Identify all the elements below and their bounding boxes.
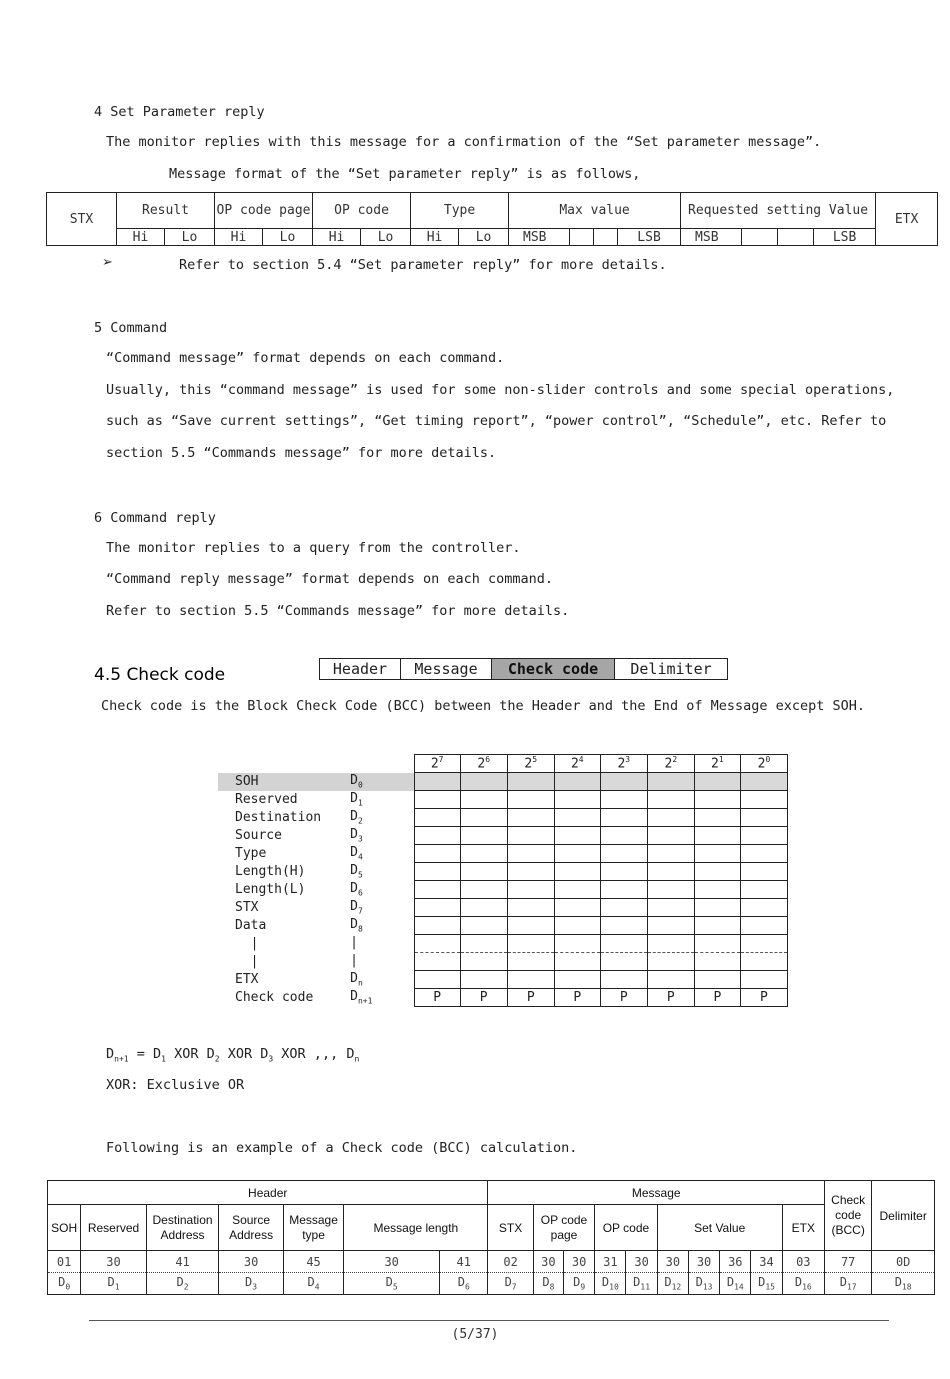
paragraph-line: Usually, this “command message” is used for some non-slider controls and some special operations, bbox=[106, 382, 895, 398]
paragraph-line: “Command reply message” format depends on each command. bbox=[106, 571, 554, 587]
sub-cell: Lo bbox=[263, 229, 313, 246]
bcc-row bbox=[218, 989, 788, 1007]
bcc-row bbox=[218, 791, 788, 809]
byte-index: $D_n$ bbox=[350, 971, 363, 988]
bcc-row bbox=[218, 881, 788, 899]
bit-cell bbox=[740, 935, 787, 953]
bit-cell bbox=[600, 791, 647, 809]
paragraph-line: “Command message” format depends on each command. bbox=[106, 350, 505, 366]
byte-value: 30 bbox=[533, 1251, 563, 1273]
header-cell: OP code page bbox=[215, 193, 313, 229]
bit-cell bbox=[740, 881, 787, 899]
byte-value: 30 bbox=[81, 1251, 147, 1273]
field-name: ETX bbox=[235, 972, 259, 987]
byte-value: 77 bbox=[824, 1251, 871, 1273]
bit-cell bbox=[460, 971, 507, 989]
bit-cell bbox=[414, 899, 460, 917]
bit-weight-header: $2^0$ bbox=[740, 755, 787, 773]
sub-cell: MSB bbox=[681, 229, 742, 246]
sub-cell: LSB bbox=[618, 229, 681, 246]
check-code-header: Check code (BCC) bbox=[824, 1181, 871, 1251]
paragraph-line: Message format of the “Set parameter reply” is as follows, bbox=[169, 166, 641, 182]
byte-value: 03 bbox=[782, 1251, 824, 1273]
bcc-row bbox=[218, 773, 788, 791]
bit-cell bbox=[600, 917, 647, 935]
byte-value: 30 bbox=[626, 1251, 657, 1273]
bit-cell bbox=[740, 899, 787, 917]
sub-cell: MSB bbox=[509, 229, 570, 246]
byte-value: 01 bbox=[48, 1251, 81, 1273]
parity-bit-cell: P bbox=[647, 989, 694, 1007]
byte-value: 0D bbox=[872, 1251, 935, 1273]
bcc-row bbox=[218, 935, 788, 953]
bit-weight-header: $2^7$ bbox=[414, 755, 460, 773]
section-nav bbox=[319, 658, 728, 680]
field-header: SOH bbox=[48, 1205, 81, 1251]
sub-cell bbox=[742, 229, 778, 246]
bit-cell bbox=[694, 791, 740, 809]
byte-index: $D_7$ bbox=[488, 1273, 533, 1295]
header-cell: Type bbox=[411, 193, 509, 229]
bit-cell bbox=[460, 935, 507, 953]
sub-cell: Hi bbox=[313, 229, 361, 246]
bit-cell bbox=[414, 809, 460, 827]
byte-index: $D_2$ bbox=[146, 1273, 219, 1295]
byte-value: 02 bbox=[488, 1251, 533, 1273]
bit-cell bbox=[414, 845, 460, 863]
bit-weight-header: $2^6$ bbox=[460, 755, 507, 773]
bit-cell bbox=[694, 881, 740, 899]
byte-value: 30 bbox=[344, 1251, 440, 1273]
field-name: Length(H) bbox=[235, 864, 306, 879]
sub-cell: Lo bbox=[165, 229, 215, 246]
bcc-row bbox=[218, 863, 788, 881]
byte-index: | bbox=[350, 935, 358, 951]
sub-cell: Hi bbox=[411, 229, 459, 246]
byte-index: $D_{16}$ bbox=[782, 1273, 824, 1295]
sub-cell: Lo bbox=[459, 229, 509, 246]
bit-cell bbox=[600, 881, 647, 899]
bit-cell bbox=[554, 881, 600, 899]
bit-cell bbox=[600, 953, 647, 971]
bit-cell bbox=[460, 791, 507, 809]
bit-cell bbox=[554, 863, 600, 881]
field-name: Type bbox=[235, 846, 267, 861]
bit-cell bbox=[554, 953, 600, 971]
group-message: Message bbox=[488, 1181, 825, 1205]
bit-cell bbox=[507, 971, 554, 989]
byte-index: | bbox=[350, 953, 358, 969]
byte-index: $D_{12}$ bbox=[657, 1273, 688, 1295]
field-name: Source bbox=[235, 828, 282, 843]
bcc-row bbox=[218, 809, 788, 827]
bit-cell bbox=[647, 881, 694, 899]
parity-bit-cell: P bbox=[740, 989, 787, 1007]
bit-cell bbox=[740, 953, 787, 971]
bit-cell bbox=[740, 791, 787, 809]
bit-cell bbox=[647, 845, 694, 863]
bit-cell bbox=[647, 953, 694, 971]
paragraph-line: The monitor replies to a query from the controller. bbox=[106, 540, 521, 556]
section-heading: 6 Command reply bbox=[94, 510, 216, 526]
paragraph-line: section 5.5 “Commands message” for more details. bbox=[106, 445, 497, 461]
byte-index: $D_3$ bbox=[350, 827, 363, 844]
group-header: Header bbox=[48, 1181, 488, 1205]
byte-index: $D_8$ bbox=[533, 1273, 563, 1295]
bcc-row bbox=[218, 899, 788, 917]
bit-cell bbox=[507, 809, 554, 827]
bit-weight-header: $2^4$ bbox=[554, 755, 600, 773]
paragraph-line: Following is an example of a Check code (BCC) calculation. bbox=[106, 1140, 578, 1156]
paragraph-line: Check code is the Block Check Code (BCC) between the Header and the End of Message except SOH. bbox=[101, 698, 866, 714]
byte-index: $D_2$ bbox=[350, 809, 363, 826]
field-name: Reserved bbox=[235, 792, 298, 807]
nav-tab-delimiter: Delimiter bbox=[615, 659, 728, 680]
bcc-row bbox=[218, 953, 788, 971]
field-name: Check code bbox=[235, 990, 314, 1005]
header-cell: Requested setting Value bbox=[681, 193, 876, 229]
byte-index: $D_6$ bbox=[440, 1273, 488, 1295]
bit-cell bbox=[740, 845, 787, 863]
bcc-formula: $D_{n+1} = D_1$ XOR $D_2$ XOR $D_3$ XOR ,,, $D_n$ bbox=[106, 1046, 360, 1064]
section-heading: 5 Command bbox=[94, 320, 168, 336]
bit-cell bbox=[554, 827, 600, 845]
bcc-bit-table bbox=[218, 754, 788, 1007]
sub-cell bbox=[570, 229, 594, 246]
bit-cell bbox=[740, 773, 787, 791]
byte-index: $D_7$ bbox=[350, 899, 363, 916]
bit-cell bbox=[694, 863, 740, 881]
bit-cell bbox=[414, 827, 460, 845]
field-name: Data bbox=[235, 918, 267, 933]
field-header: OP code page bbox=[533, 1205, 594, 1251]
bit-cell bbox=[694, 917, 740, 935]
byte-index: $D_{10}$ bbox=[595, 1273, 626, 1295]
nav-tab-check-code-active: Check code bbox=[492, 659, 615, 680]
bcc-row bbox=[218, 971, 788, 989]
field-name: Destination bbox=[235, 810, 322, 825]
byte-index: $D_1$ bbox=[350, 791, 363, 808]
bit-cell bbox=[460, 899, 507, 917]
bit-cell bbox=[507, 863, 554, 881]
byte-index: $D_6$ bbox=[350, 881, 363, 898]
bit-cell bbox=[460, 809, 507, 827]
bit-cell bbox=[554, 899, 600, 917]
parity-bit-cell: P bbox=[507, 989, 554, 1007]
header-cell: ETX bbox=[876, 193, 938, 246]
arrow-bullet-icon: ➢ bbox=[102, 255, 113, 270]
bit-weight-header: $2^3$ bbox=[600, 755, 647, 773]
bit-cell bbox=[600, 773, 647, 791]
bit-cell bbox=[507, 917, 554, 935]
header-cell: STX bbox=[47, 193, 117, 246]
byte-index: $D_4$ bbox=[350, 845, 363, 862]
bit-cell bbox=[694, 845, 740, 863]
byte-index: $D_0$ bbox=[48, 1273, 81, 1295]
paragraph-line: Refer to section 5.5 “Commands message” for more details. bbox=[106, 603, 570, 619]
bit-cell bbox=[414, 935, 460, 953]
parity-bit-cell: P bbox=[460, 989, 507, 1007]
bit-cell bbox=[600, 863, 647, 881]
field-header: Message length bbox=[344, 1205, 488, 1251]
byte-index: $D_{13}$ bbox=[688, 1273, 719, 1295]
bit-cell bbox=[740, 827, 787, 845]
bit-cell bbox=[554, 845, 600, 863]
bit-cell bbox=[414, 863, 460, 881]
bit-cell bbox=[414, 917, 460, 935]
bit-cell bbox=[600, 827, 647, 845]
paragraph-line: such as “Save current settings”, “Get timing report”, “power control”, “Schedule”, etc. Refer to bbox=[106, 413, 887, 429]
field-name: Length(L) bbox=[235, 882, 306, 897]
paragraph-line: The monitor replies with this message for a confirmation of the “Set parameter message”. bbox=[106, 134, 822, 150]
bit-cell bbox=[647, 791, 694, 809]
byte-value: 30 bbox=[657, 1251, 688, 1273]
byte-index: $D_5$ bbox=[350, 863, 363, 880]
bit-cell bbox=[694, 935, 740, 953]
sub-cell: Hi bbox=[117, 229, 165, 246]
paragraph-line: Refer to section 5.4 “Set parameter reply” for more details. bbox=[179, 257, 667, 273]
field-name: | bbox=[235, 936, 259, 951]
bit-cell bbox=[460, 845, 507, 863]
field-header: STX bbox=[488, 1205, 533, 1251]
byte-value: 30 bbox=[564, 1251, 595, 1273]
sub-cell: LSB bbox=[814, 229, 876, 246]
field-name: STX bbox=[235, 900, 259, 915]
bit-cell bbox=[414, 953, 460, 971]
header-cell: Max value bbox=[509, 193, 681, 229]
bit-cell bbox=[460, 881, 507, 899]
bit-cell bbox=[507, 953, 554, 971]
bcc-row bbox=[218, 917, 788, 935]
byte-index: $D_8$ bbox=[350, 917, 363, 934]
sub-cell: Hi bbox=[215, 229, 263, 246]
bit-weight-header: $2^2$ bbox=[647, 755, 694, 773]
byte-value: 30 bbox=[688, 1251, 719, 1273]
bit-cell bbox=[507, 773, 554, 791]
bit-cell bbox=[600, 971, 647, 989]
bit-cell bbox=[694, 809, 740, 827]
bit-cell bbox=[647, 935, 694, 953]
bcc-row bbox=[218, 827, 788, 845]
bit-cell bbox=[414, 881, 460, 899]
bit-weight-header: $2^1$ bbox=[694, 755, 740, 773]
byte-index: $D_{n+1}$ bbox=[350, 989, 373, 1006]
bit-cell bbox=[507, 827, 554, 845]
sub-cell: Lo bbox=[361, 229, 411, 246]
parity-bit-cell: P bbox=[600, 989, 647, 1007]
bit-cell bbox=[460, 953, 507, 971]
byte-value: 45 bbox=[283, 1251, 343, 1273]
bit-cell bbox=[694, 953, 740, 971]
bit-cell bbox=[460, 773, 507, 791]
bcc-row bbox=[218, 845, 788, 863]
byte-index: $D_0$ bbox=[350, 773, 414, 791]
bit-cell bbox=[507, 791, 554, 809]
field-header: Reserved bbox=[81, 1205, 147, 1251]
bit-cell bbox=[554, 935, 600, 953]
footer-divider bbox=[89, 1320, 889, 1321]
byte-value: 34 bbox=[751, 1251, 782, 1273]
bit-cell bbox=[647, 863, 694, 881]
bit-cell bbox=[507, 935, 554, 953]
bit-cell bbox=[647, 917, 694, 935]
byte-value: 36 bbox=[720, 1251, 751, 1273]
bit-cell bbox=[414, 773, 460, 791]
field-name: SOH bbox=[218, 773, 350, 791]
section-heading: 4 Set Parameter reply bbox=[94, 104, 265, 120]
byte-value: 31 bbox=[595, 1251, 626, 1273]
byte-value: 30 bbox=[219, 1251, 284, 1273]
bit-cell bbox=[507, 881, 554, 899]
page-number: (5/37) bbox=[451, 1327, 499, 1342]
byte-index: $D_{18}$ bbox=[872, 1273, 935, 1295]
nav-tab-message: Message bbox=[401, 659, 492, 680]
parity-bit-cell: P bbox=[554, 989, 600, 1007]
byte-index: $D_{17}$ bbox=[824, 1273, 871, 1295]
field-header: Message type bbox=[283, 1205, 343, 1251]
bit-cell bbox=[647, 773, 694, 791]
bit-cell bbox=[694, 773, 740, 791]
byte-index: $D_{11}$ bbox=[626, 1273, 657, 1295]
byte-index: $D_9$ bbox=[564, 1273, 595, 1295]
field-header: Source Address bbox=[219, 1205, 284, 1251]
bit-cell bbox=[740, 863, 787, 881]
field-header: Set Value bbox=[657, 1205, 782, 1251]
bit-cell bbox=[600, 899, 647, 917]
bit-cell bbox=[554, 917, 600, 935]
byte-index: $D_{14}$ bbox=[720, 1273, 751, 1295]
delimiter-header: Delimiter bbox=[872, 1181, 935, 1251]
byte-value: 41 bbox=[146, 1251, 219, 1273]
byte-index: $D_1$ bbox=[81, 1273, 147, 1295]
bit-cell bbox=[414, 791, 460, 809]
bit-cell bbox=[694, 827, 740, 845]
bit-cell bbox=[600, 809, 647, 827]
field-header: ETX bbox=[782, 1205, 824, 1251]
bit-cell bbox=[694, 971, 740, 989]
bit-cell bbox=[740, 917, 787, 935]
bit-cell bbox=[507, 845, 554, 863]
field-header: Destination Address bbox=[146, 1205, 219, 1251]
bit-cell bbox=[740, 971, 787, 989]
bcc-example-table bbox=[47, 1180, 935, 1295]
byte-value: 41 bbox=[440, 1251, 488, 1273]
bit-cell bbox=[647, 827, 694, 845]
bit-cell bbox=[740, 809, 787, 827]
byte-index: $D_{15}$ bbox=[751, 1273, 782, 1295]
nav-tab-header: Header bbox=[320, 659, 401, 680]
bit-cell bbox=[460, 827, 507, 845]
parity-bit-cell: P bbox=[414, 989, 460, 1007]
parity-bit-cell: P bbox=[694, 989, 740, 1007]
bit-cell bbox=[554, 809, 600, 827]
bit-cell bbox=[507, 899, 554, 917]
sub-cell bbox=[594, 229, 618, 246]
bit-cell bbox=[414, 971, 460, 989]
bit-cell bbox=[647, 809, 694, 827]
bit-cell bbox=[647, 971, 694, 989]
bit-weight-header: $2^5$ bbox=[507, 755, 554, 773]
field-header: OP code bbox=[595, 1205, 657, 1251]
field-name: | bbox=[235, 954, 259, 969]
byte-index: $D_4$ bbox=[283, 1273, 343, 1295]
bit-cell bbox=[554, 773, 600, 791]
byte-index: $D_3$ bbox=[219, 1273, 284, 1295]
page-title: 4.5 Check code bbox=[94, 665, 226, 685]
byte-index: $D_5$ bbox=[344, 1273, 440, 1295]
paragraph-line: XOR: Exclusive OR bbox=[106, 1077, 245, 1093]
bit-cell bbox=[554, 971, 600, 989]
sub-cell bbox=[778, 229, 814, 246]
set-parameter-reply-format-table bbox=[46, 192, 938, 246]
header-cell: Result bbox=[117, 193, 215, 229]
bit-cell bbox=[600, 845, 647, 863]
bit-cell bbox=[460, 863, 507, 881]
bit-cell bbox=[647, 899, 694, 917]
bit-cell bbox=[554, 791, 600, 809]
bit-cell bbox=[600, 935, 647, 953]
bit-cell bbox=[460, 917, 507, 935]
header-cell: OP code bbox=[313, 193, 411, 229]
bit-cell bbox=[694, 899, 740, 917]
